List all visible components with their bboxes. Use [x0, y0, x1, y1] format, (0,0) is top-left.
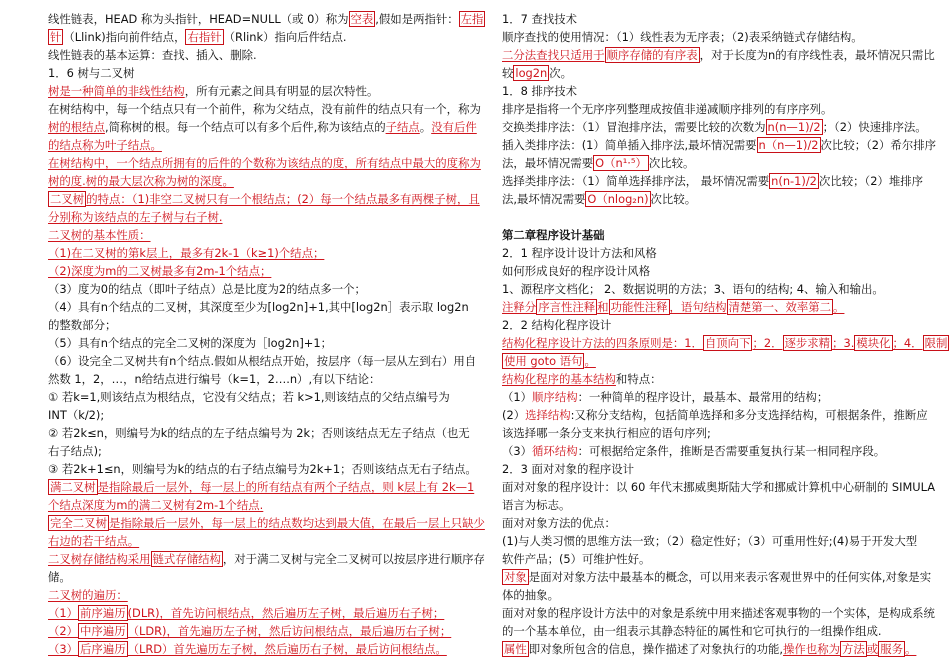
text-segment: 树是一种简单的非线性结构: [48, 84, 185, 98]
text-segment: 清楚第一、效率第二: [728, 300, 832, 314]
text-line: [502, 370, 934, 388]
text-line: [502, 514, 934, 532]
text-segment: 完全二叉树: [50, 516, 107, 530]
text-segment: log2n: [515, 66, 548, 80]
text-segment: 次比较；（2）堆排序: [818, 174, 924, 188]
text-segment: 体的抽象。: [502, 588, 559, 602]
text-line: [48, 10, 484, 28]
text-line: [502, 478, 934, 496]
text-segment: （Llink)指向前件结点，: [63, 30, 186, 44]
text-segment: 线性链表的基本运算：查找、插入、删除.: [48, 48, 257, 62]
text-segment: 方法: [841, 642, 865, 656]
text-segment: 选择结构: [525, 408, 571, 422]
text-line: [502, 496, 934, 514]
text-line: [502, 118, 934, 136]
text-line: [48, 586, 480, 604]
text-segment: 。: [584, 354, 596, 368]
text-segment: 结构化程序设计方法的四条原则是：1．: [502, 336, 703, 350]
text-segment: 的结点称为叶子结点。: [48, 138, 162, 152]
text-line: [48, 136, 480, 154]
text-segment: 满二叉树: [50, 480, 96, 494]
text-line: [502, 226, 934, 244]
text-line: [502, 172, 934, 190]
text-segment: 循环结构: [532, 444, 578, 458]
text-segment: (1)与人类习惯的思维方法一致；（2）稳定性好；（3）可重用性好;(4)易于开发大型: [502, 534, 918, 548]
text-segment: 是面对对象方法中最基本的概念，可以用来表示客观世界中的任何实体,对象是实: [528, 570, 932, 584]
text-segment: 链式存储结构: [152, 552, 221, 566]
text-segment: 树的根结点: [48, 120, 105, 134]
text-line: [502, 568, 934, 586]
text-segment: 是指除最后一层外，每一层上的所有结点有两个子结点，则 k层上有 2k—1: [97, 480, 475, 494]
text-segment: （LDR)，首先遍历左子树，然后访问根结点，最后遍历右子树；: [127, 624, 452, 638]
text-segment: 子结点: [385, 120, 420, 134]
text-segment: 逐步求精: [784, 336, 831, 350]
text-segment: ；（2）快速排序法。: [822, 120, 927, 134]
text-line: [502, 406, 934, 424]
text-segment: 二分法查找只适用于: [502, 48, 605, 62]
text-line: [48, 244, 480, 262]
text-segment: O（nlog₂n): [587, 192, 649, 206]
text-segment: ，对于满二叉树与完全二叉树可以按层序进行顺序存: [222, 552, 485, 566]
text-segment: 分别称为该结点的左子树与右子树.: [48, 210, 223, 224]
text-line: [48, 208, 480, 226]
text-line: [48, 352, 480, 370]
text-segment: 。: [904, 642, 917, 656]
text-line: [502, 10, 934, 28]
text-segment: 的整数部分；: [48, 318, 117, 332]
text-segment: ,简称树的根。每一个结点可以有多个后件,称为该结点的: [104, 120, 386, 134]
text-line: [48, 604, 480, 622]
text-line: [502, 28, 934, 46]
text-segment: 的特点：（1)非空二叉树只有一个根结点；(2）每一个结点最多有两棵子树，且: [86, 192, 480, 206]
text-segment: 第二章程序设计基础: [502, 228, 605, 242]
text-segment: （2）: [48, 624, 79, 638]
text-segment: 和特点：: [615, 372, 662, 386]
text-segment: （2)深度为m的二叉树最多有2m-1个结点；: [48, 264, 272, 278]
text-line: [48, 460, 480, 478]
text-line: [48, 406, 480, 424]
text-segment: (DLR)，首先访问根结点，然后遍历左子树，最后遍历右子树；: [127, 606, 445, 620]
text-segment: (2）: [502, 408, 526, 422]
text-line: [502, 622, 934, 640]
text-line: [502, 82, 934, 100]
text-line: [48, 370, 480, 388]
text-segment: 选择类排序法：（1）简单选择排序法， 最坏情况需要: [502, 174, 770, 188]
text-segment: （6）设完全二叉树共有n个结点.假如从根结点开始，按层序（每一层从左到右）用自: [48, 354, 477, 368]
text-line: [48, 262, 480, 280]
text-line: [48, 172, 480, 190]
text-segment: 然数 1，2，…，n给结点进行编号（k=1，2….n）,有以下结论：: [48, 372, 381, 386]
text-line: [502, 136, 934, 154]
text-line: [502, 442, 934, 460]
text-segment: 二叉树的遍历：: [48, 588, 128, 602]
text-line: [502, 532, 934, 550]
text-line: [48, 640, 480, 658]
text-segment: 面对对象方法的优点：: [502, 516, 616, 530]
text-segment: （Rlink）指向后件结点.: [223, 30, 347, 44]
text-line: [502, 604, 934, 622]
text-line: [48, 514, 485, 532]
text-segment: 使用 goto 语句: [504, 354, 583, 368]
text-segment: 1．7 查找技术: [502, 12, 578, 26]
text-segment: 空表: [350, 12, 374, 26]
text-segment: 左指: [460, 12, 484, 26]
text-segment: 二叉树存储结构采用: [48, 552, 151, 566]
text-segment: 服务: [880, 642, 903, 656]
text-segment: n(n—1)/2: [767, 120, 821, 134]
text-line: [48, 424, 480, 442]
text-segment: 线性链表，HEAD 称为头指针，HEAD=NULL（或 0）称为: [48, 12, 349, 26]
text-segment: ：可根据给定条件，推断是否需要重复执行某一相同程序段。: [577, 444, 886, 458]
text-segment: 右边的若干结点。: [48, 534, 140, 548]
text-segment: ，对于长度为n的有序线性表，最坏情况只需比: [699, 48, 935, 62]
text-line: [48, 478, 480, 496]
text-segment: 如何形成良好的程序设计风格: [502, 264, 651, 278]
text-segment: 次比较。: [648, 156, 695, 170]
text-segment: 次。: [549, 66, 573, 80]
text-segment: （3）度为0的结点（即叶子结点）总是比度为2的结点多一个；: [48, 282, 366, 296]
text-line: [48, 100, 480, 118]
text-line: [502, 154, 934, 172]
text-segment: ① 若k=1,则该结点为根结点，它没有父结点；若 k>1,则该结点的父结点编号为: [48, 390, 450, 404]
text-segment: 2．1 程序设计设计方法和风格: [502, 246, 657, 260]
text-segment: 2．3 面对对象的程序设计: [502, 462, 635, 476]
text-segment: 自顶向下: [704, 336, 751, 350]
text-line: [502, 298, 934, 316]
text-line: [502, 208, 934, 226]
text-segment: 和: [597, 300, 609, 314]
text-segment: 注释分: [502, 300, 537, 314]
text-line: [48, 568, 480, 586]
text-segment: 限制: [924, 336, 948, 350]
text-line: [48, 64, 480, 82]
text-segment: 面对对象的程序设计：以 60 年代末挪威奥斯陆大学和挪威计算机中心研制的 SIMULA: [502, 480, 936, 494]
text-segment: 次比较。: [650, 192, 697, 206]
text-segment: 2．2 结构化程序设计: [502, 318, 612, 332]
text-line: [502, 244, 934, 262]
text-line: [502, 352, 934, 370]
text-segment: 顺序查找的使用情况：（1）线性表为无序表；（2)表采纳链式存储结构。: [502, 30, 863, 44]
text-segment: 序言性注释: [538, 300, 596, 314]
text-line: [502, 262, 934, 280]
text-segment: （1)在二叉树的第k层上，最多有2k-1（k≥1)个结点；: [48, 246, 325, 260]
text-segment: 二叉树: [50, 192, 85, 206]
text-segment: 结构化程序的基本结构: [502, 372, 616, 386]
text-line: [502, 280, 934, 298]
text-segment: （4）具有n个结点的二叉树，其深度至少为[log2n]+1,其中[log2n］表示取 log2n: [48, 300, 469, 314]
text-segment: ；3.: [832, 336, 855, 350]
text-segment: （3）: [48, 642, 79, 656]
text-segment: 插入类排序法：(1）简单插入排序法,最坏情况需要: [502, 138, 757, 152]
text-segment: ，所有元素之间具有明显的层次特性。: [184, 84, 379, 98]
text-line: [502, 460, 934, 478]
text-segment: 即对象所包含的信息，操作描述了对象执行的功能,: [528, 642, 784, 656]
text-segment: 1．6 树与二叉树: [48, 66, 135, 80]
text-segment: 在树结构中，一个结点所拥有的后件的个数称为该结点的度，所有结点中最大的度称为: [48, 156, 481, 170]
text-segment: ；2．: [752, 336, 783, 350]
text-line: [502, 190, 934, 208]
text-line: [48, 550, 485, 568]
left-column: [48, 10, 485, 658]
text-segment: ；4．: [892, 336, 923, 350]
text-line: [48, 442, 480, 460]
text-segment: 针: [50, 30, 62, 44]
text-line: [48, 280, 480, 298]
text-line: [502, 640, 934, 658]
text-segment: （1）: [48, 606, 79, 620]
text-segment: 语言为标志。: [502, 498, 571, 512]
text-segment: 交换类排序法：（1）冒泡排序法，需要比较的次数为: [502, 120, 766, 134]
text-line: [48, 334, 480, 352]
text-segment: 树的度.树的最大层次称为树的深度。: [48, 174, 234, 188]
text-line: [502, 388, 934, 406]
text-segment: 。: [833, 300, 845, 314]
text-segment: n(n-1)/2: [771, 174, 817, 188]
text-segment: ③ 若2k+1≤n，则编号为k的结点的右子结点编号为2k+1；否则该结点无右子结点。: [48, 462, 477, 476]
text-line: [502, 550, 934, 568]
text-line: [48, 316, 480, 334]
text-segment: 法,最坏情况需要: [502, 192, 586, 206]
text-segment: 右子结点);: [48, 444, 102, 458]
text-segment: 的一个基本单位，由一组表示其静态特征的属性和它可执行的一组操作组成.: [502, 624, 882, 638]
text-segment: 是指除最后一层外，每一层上的结点数均达到最大值，在最后一层上只缺少: [108, 516, 485, 530]
text-segment: 中序遍历: [80, 624, 126, 638]
text-line: [48, 226, 480, 244]
text-segment: 顺序结构: [532, 390, 578, 404]
text-segment: 个结点深度为m的满二叉树有2m-1个结点.: [48, 498, 264, 512]
text-line: [502, 424, 934, 442]
right-column: [502, 10, 948, 658]
text-line: [48, 622, 480, 640]
text-segment: 模块化: [856, 336, 891, 350]
text-segment: ，语句结构: [669, 300, 727, 314]
text-segment: （3）: [502, 444, 533, 458]
text-segment: :又称分支结构，包括简单选择和多分支选择结构，可根据条件，推断应: [570, 408, 928, 422]
text-line: [48, 190, 480, 208]
text-segment: 或: [866, 642, 879, 656]
text-segment: 。: [419, 120, 432, 134]
text-segment: 后序遍历: [80, 642, 126, 656]
text-segment: 排序是指将一个无序序列整理成按值非递减顺序排列的有序序列。: [502, 102, 833, 116]
text-segment: ,假如是两指针：: [375, 12, 459, 26]
text-segment: （LRD）首先遍历左子树，然后遍历右子树，最后访问根结点。: [127, 642, 447, 656]
text-line: [502, 316, 934, 334]
text-segment: O（n¹·⁵）: [595, 156, 647, 170]
text-line: [502, 586, 934, 604]
text-segment: 二叉树的基本性质：: [48, 228, 151, 242]
text-line: [48, 82, 480, 100]
text-segment: 前序遍历: [80, 606, 126, 620]
text-line: [502, 46, 934, 64]
text-segment: 右指针: [187, 30, 222, 44]
text-line: [48, 298, 480, 316]
text-segment: 操作也称为: [783, 642, 840, 656]
text-segment: INT（k/2);: [48, 408, 105, 422]
text-segment: 次比较；（2）希尔排序: [820, 138, 936, 152]
text-segment: 面对对象的程序设计方法中的对象是系统中用来描述客观事物的一个实体，是构成系统: [502, 606, 935, 620]
text-line: [48, 28, 480, 46]
text-segment: 储。: [48, 570, 71, 584]
text-segment: 没有后件: [431, 120, 477, 134]
text-line: [48, 118, 480, 136]
text-line: [48, 388, 480, 406]
text-segment: 软件产品；(5）可维护性好。: [502, 552, 651, 566]
text-line: [502, 334, 948, 352]
text-line: [48, 496, 480, 514]
text-segment: 1．8 排序技术: [502, 84, 578, 98]
text-segment: 1、源程序文档化； 2、数据说明的方法；3、语句的结构; 4、输入和输出。: [502, 282, 884, 296]
text-segment: 顺序存储的有序表: [606, 48, 698, 62]
text-line: [502, 64, 934, 82]
text-segment: （1）: [502, 390, 533, 404]
text-segment: n（n—1)/2: [758, 138, 819, 152]
text-segment: 较: [502, 66, 514, 80]
text-line: [48, 154, 480, 172]
text-line: [48, 532, 480, 550]
text-line: [502, 100, 934, 118]
text-segment: ② 若2k≤n，则编号为k的结点的左子结点编号为 2k；否则该结点无左子结点（也无: [48, 426, 470, 440]
text-segment: 功能性注释: [610, 300, 668, 314]
text-segment: 在树结构中，每一个结点只有一个前件，称为父结点，没有前件的结点只有一个，称为: [48, 102, 481, 116]
text-segment: ：一种简单的程序设计，最基本、最常用的结构；: [577, 390, 829, 404]
text-line: [48, 46, 480, 64]
text-segment: 法，最坏情况需要: [502, 156, 594, 170]
text-segment: （5）具有n个结点的完全二叉树的深度为［log2n]+1；: [48, 336, 332, 350]
text-segment: 对象: [504, 570, 527, 584]
text-segment: 属性: [504, 642, 527, 656]
text-segment: 该选择哪一条分支来执行相应的语句序列;: [502, 426, 711, 440]
